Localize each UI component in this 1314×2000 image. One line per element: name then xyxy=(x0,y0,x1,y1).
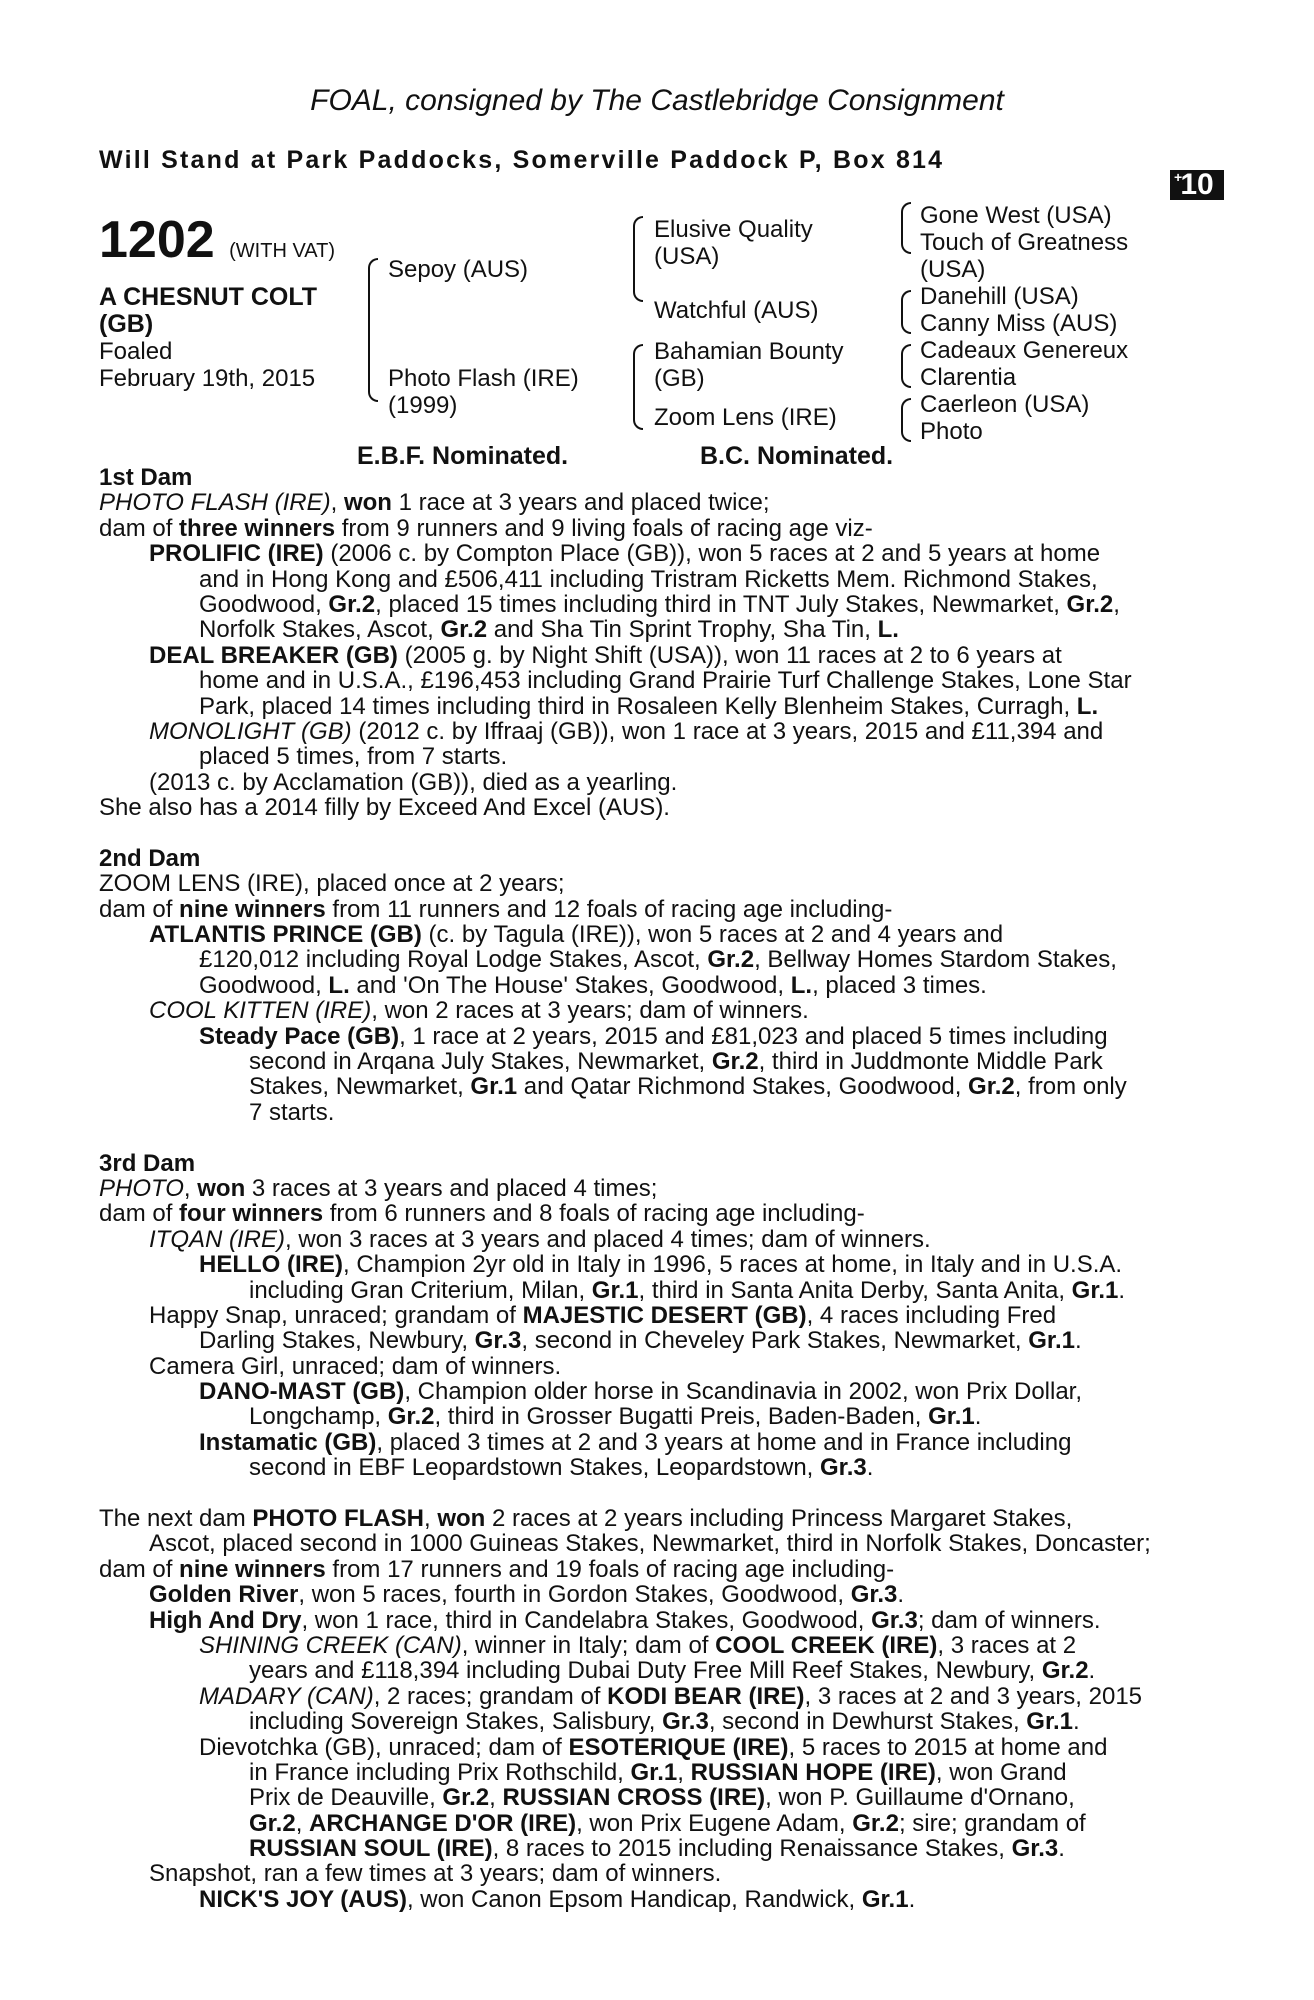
text-segment: L. xyxy=(328,971,350,999)
lot-number-block xyxy=(99,210,335,270)
text-segment: Golden River xyxy=(149,1581,299,1609)
text-segment: , won P. Guillaume d'Ornano, xyxy=(765,1784,1075,1812)
text-line xyxy=(99,1379,1205,1404)
text-segment: , won Canon Epsom Handicap, Randwick, xyxy=(406,1885,862,1913)
text-segment: NICK'S JOY (AUS) xyxy=(199,1885,407,1913)
text-segment: , 8 races to 2015 including Renaissance Stakes, xyxy=(492,1835,1012,1863)
text-segment: , xyxy=(183,1174,198,1202)
text-segment: . xyxy=(908,1885,916,1913)
text-segment: Gr.1 xyxy=(1028,1327,1075,1355)
text-segment: HELLO (IRE) xyxy=(199,1251,343,1279)
text-segment: and Sha Tin Sprint Trophy, Sha Tin, xyxy=(487,616,878,644)
text-line xyxy=(99,1404,1205,1429)
pedigree-sire-sire-country: (USA) xyxy=(654,243,720,270)
pedigree-dam-year: (1999) xyxy=(388,392,458,419)
text-line xyxy=(99,1455,1205,1480)
text-segment: , 5 races to 2015 at home and xyxy=(788,1733,1108,1761)
text-segment: Gr.2 xyxy=(440,616,488,644)
text-segment: . xyxy=(1058,1835,1065,1863)
text-segment: second in Arqana July Stakes, Newmarket, xyxy=(249,1047,712,1075)
text-segment: Gr.1 xyxy=(1026,1708,1073,1736)
text-segment: Gr.1 xyxy=(928,1403,975,1431)
text-segment: DEAL BREAKER (GB) xyxy=(149,641,398,669)
text-segment: Gr.1 xyxy=(861,1885,909,1913)
text-segment: (2013 c. by Acclamation (GB)), died as a yearling. xyxy=(149,768,678,796)
text-segment: , won Grand xyxy=(935,1758,1067,1786)
consignor-heading: FOAL, consigned by The Castlebridge Consignment xyxy=(310,84,1004,117)
text-segment: Gr.1 xyxy=(591,1276,639,1304)
text-segment: in France including Prix Rothschild, xyxy=(249,1758,631,1786)
text-segment: She also has a 2014 filly by Exceed And Excel (AUS). xyxy=(99,794,670,822)
text-segment: , xyxy=(423,1505,438,1533)
text-segment: Gr.3 xyxy=(820,1454,867,1482)
text-line xyxy=(99,1887,1205,1912)
text-segment: from 6 runners and 8 foals of racing age including- xyxy=(323,1200,865,1228)
text-segment: , third in Juddmonte Middle Park xyxy=(758,1047,1103,1075)
text-segment: Gr.3 xyxy=(1011,1835,1059,1863)
text-segment: Norfolk Stakes, Ascot, xyxy=(199,616,441,644)
text-segment: (2006 c. by Compton Place (GB)), won 5 races at 2 and 5 years at home xyxy=(323,540,1101,568)
text-segment: , 3 races at 2 xyxy=(937,1631,1077,1659)
text-segment: 3 races at 3 years and placed 4 times; xyxy=(245,1174,658,1202)
section-heading xyxy=(99,846,1205,871)
text-segment: Goodwood, xyxy=(199,590,329,618)
text-line xyxy=(99,897,1205,922)
text-segment: four winners xyxy=(179,1200,324,1228)
text-segment: COOL CREEK (IRE) xyxy=(715,1631,938,1659)
text-segment: and 'On The House' Stakes, Goodwood, xyxy=(349,971,791,999)
text-segment: three winners xyxy=(179,514,336,542)
text-line xyxy=(99,922,1205,947)
text-segment: MADARY (CAN) xyxy=(199,1682,374,1710)
text-line xyxy=(99,1785,1205,1810)
text-segment: and Qatar Richmond Stakes, Goodwood, xyxy=(517,1073,969,1101)
text-segment: dam of xyxy=(99,1555,180,1583)
text-segment: MONOLIGHT (GB) xyxy=(149,717,352,745)
text-line xyxy=(99,973,1205,998)
text-segment: Gr.2 xyxy=(852,1809,899,1837)
text-line xyxy=(99,516,1205,541)
text-segment: , second in Cheveley Park Stakes, Newmarket, xyxy=(521,1327,1029,1355)
text-segment: . xyxy=(897,1581,905,1609)
pedigree-gg-7: Caerleon (USA) xyxy=(920,391,1090,418)
spacer xyxy=(99,1481,1205,1506)
text-segment: ARCHANGE D'OR (IRE) xyxy=(309,1809,577,1837)
dam-brace xyxy=(633,344,643,430)
text-segment: Park, placed 14 times including third in Rosaleen Kelly Blenheim Stakes, Curragh, xyxy=(199,692,1077,720)
text-segment: . xyxy=(1074,1327,1082,1355)
text-segment: Snapshot, ran a few times at 3 years; dam of winners. xyxy=(149,1860,722,1888)
text-segment: , won 2 races at 3 years; dam of winners. xyxy=(371,997,809,1025)
text-line xyxy=(99,643,1205,668)
text-segment: dam of xyxy=(99,1200,180,1228)
lot-description-2: (GB) xyxy=(99,310,154,338)
text-segment: Gr.3 xyxy=(662,1708,709,1736)
text-segment: Gr.2 xyxy=(442,1784,490,1812)
text-segment: dam of xyxy=(99,514,180,542)
text-segment: Gr.2 xyxy=(249,1809,296,1837)
text-segment: , xyxy=(330,489,344,517)
text-segment: KODI BEAR (IRE) xyxy=(607,1682,805,1710)
gg-brace-3 xyxy=(901,344,911,388)
text-segment: Gr.2 xyxy=(387,1403,435,1431)
text-line xyxy=(99,770,1205,795)
text-line xyxy=(99,1811,1205,1836)
text-line xyxy=(99,1328,1205,1353)
text-line xyxy=(99,1582,1205,1607)
text-segment: (2005 g. by Night Shift (USA)), won 11 races at 2 to 6 years at xyxy=(397,641,1062,669)
text-segment: Prix de Deauville, xyxy=(249,1784,443,1812)
text-segment: second in EBF Leopardstown Stakes, Leopardstown, xyxy=(249,1454,821,1482)
text-segment: ITQAN (IRE) xyxy=(149,1225,285,1253)
text-segment: (2012 c. by Iffraaj (GB)), won 1 race at 3 years, 2015 and £11,394 and xyxy=(351,717,1104,745)
text-segment: , from only xyxy=(1014,1073,1127,1101)
text-segment: and in Hong Kong and £506,411 including Tristram Ricketts Mem. Richmond Stakes, xyxy=(199,565,1098,593)
text-segment: , 3 races at 2 and 3 years, 2015 xyxy=(804,1682,1143,1710)
text-segment: won xyxy=(197,1174,246,1202)
text-segment: , Champion 2yr old in Italy in 1996, 5 races at home, in Italy and in U.S.A. xyxy=(343,1251,1123,1279)
text-segment: , second in Dewhurst Stakes, xyxy=(708,1708,1027,1736)
text-segment: , won Prix Eugene Adam, xyxy=(576,1809,853,1837)
text-line xyxy=(99,1633,1205,1658)
text-line xyxy=(99,1557,1205,1582)
text-segment: Darling Stakes, Newbury, xyxy=(199,1327,475,1355)
text-line xyxy=(99,998,1205,1023)
pedigree-sire: Sepoy (AUS) xyxy=(388,256,529,283)
text-segment: , placed 3 times at 2 and 3 years at home and in France including xyxy=(376,1428,1072,1456)
pedigree-gg-5: Cadeaux Genereux xyxy=(920,337,1129,364)
text-segment: , placed 3 times. xyxy=(812,971,987,999)
text-segment: COOL KITTEN (IRE) xyxy=(149,997,372,1025)
text-line xyxy=(99,1024,1205,1049)
text-segment: RUSSIAN HOPE (IRE) xyxy=(690,1758,936,1786)
text-line xyxy=(99,1303,1205,1328)
text-segment: , third in Santa Anita Derby, Santa Anita, xyxy=(638,1276,1072,1304)
text-segment: Gr.2 xyxy=(328,590,376,618)
badge-number: 10 xyxy=(1180,168,1214,201)
text-line xyxy=(99,719,1205,744)
text-segment: L. xyxy=(790,971,813,999)
spacer xyxy=(99,1125,1205,1150)
text-segment: . xyxy=(1073,1708,1080,1736)
text-segment: Gr.3 xyxy=(474,1327,522,1355)
text-segment: 2nd Dam xyxy=(99,844,201,872)
text-line xyxy=(99,744,1205,769)
lot-description-1: A CHESNUT COLT xyxy=(99,283,318,311)
text-segment: (c. by Tagula (IRE)), won 5 races at 2 and 4 years and xyxy=(421,921,1004,949)
text-segment: Camera Girl, unraced; dam of winners. xyxy=(149,1352,562,1380)
text-segment: . xyxy=(1118,1276,1126,1304)
text-segment: won xyxy=(437,1505,486,1533)
text-line xyxy=(99,1735,1205,1760)
text-segment: 2 races at 2 years including Princess Margaret Stakes, xyxy=(485,1505,1073,1533)
text-segment: Dievotchka (GB), unraced; dam of xyxy=(199,1733,569,1761)
text-segment: won xyxy=(343,489,392,517)
pedigree-gg-1: Gone West (USA) xyxy=(920,202,1112,229)
text-segment: Gr.1 xyxy=(630,1758,678,1786)
pedigree-gg-6: Clarentia xyxy=(920,364,1017,391)
text-line xyxy=(99,1252,1205,1277)
text-line xyxy=(99,1100,1205,1125)
spacer xyxy=(99,820,1205,845)
text-segment: , Champion older horse in Scandinavia in 2002, won Prix Dollar, xyxy=(404,1378,1083,1406)
text-line xyxy=(99,947,1205,972)
text-line xyxy=(99,1608,1205,1633)
text-segment: Ascot, placed second in 1000 Guineas Stakes, Newmarket, third in Norfolk Stakes, Doncaster; xyxy=(149,1530,1151,1558)
text-line xyxy=(99,795,1205,820)
text-segment: The next dam xyxy=(99,1505,253,1533)
text-segment: . xyxy=(866,1454,874,1482)
pedigree-dam-dam: Zoom Lens (IRE) xyxy=(654,404,837,431)
text-segment: L. xyxy=(1076,692,1099,720)
lot-number: 1202 xyxy=(99,211,215,269)
text-line xyxy=(99,541,1205,566)
text-line xyxy=(99,1049,1205,1074)
sire-brace xyxy=(633,216,643,302)
text-line xyxy=(99,1430,1205,1455)
text-segment: , won 5 races, fourth in Gordon Stakes, Goodwood, xyxy=(298,1581,851,1609)
text-segment: from 9 runners and 9 living foals of racing age viz- xyxy=(335,514,873,542)
lot-badge xyxy=(1170,170,1224,200)
text-line xyxy=(99,1201,1205,1226)
text-line xyxy=(99,1354,1205,1379)
text-segment: , winner in Italy; dam of xyxy=(461,1631,716,1659)
text-segment: . xyxy=(974,1403,982,1431)
text-segment: , 4 races including Fred xyxy=(806,1301,1057,1329)
text-line xyxy=(99,1506,1205,1531)
text-line xyxy=(99,490,1205,515)
text-line xyxy=(99,1531,1205,1556)
text-segment: MAJESTIC DESERT (GB) xyxy=(522,1301,807,1329)
text-segment: , xyxy=(295,1809,310,1837)
text-segment: PHOTO FLASH xyxy=(252,1505,424,1533)
text-segment: , won 1 race, third in Candelabra Stakes, Goodwood, xyxy=(301,1606,872,1634)
pedigree-dam-sire-country: (GB) xyxy=(654,365,705,392)
text-segment: from 17 runners and 19 foals of racing age including- xyxy=(325,1555,895,1583)
text-segment: , xyxy=(489,1784,503,1812)
text-line xyxy=(99,694,1205,719)
text-line xyxy=(99,1760,1205,1785)
text-segment: Instamatic (GB) xyxy=(199,1428,377,1456)
text-line xyxy=(99,1074,1205,1099)
text-segment: PHOTO FLASH (IRE) xyxy=(99,489,331,517)
text-segment: , xyxy=(677,1758,691,1786)
text-segment: ZOOM LENS (IRE), placed once at 2 years; xyxy=(99,870,565,898)
text-segment: from 11 runners and 12 foals of racing age including- xyxy=(325,895,893,923)
pedigree-dam-sire: Bahamian Bounty xyxy=(654,338,844,365)
pedigree-sire-sire: Elusive Quality xyxy=(654,216,813,243)
text-line xyxy=(99,668,1205,693)
text-segment: SHINING CREEK (CAN) xyxy=(199,1631,462,1659)
text-line xyxy=(99,1861,1205,1886)
text-segment: Gr.3 xyxy=(871,1606,918,1634)
text-segment: including Gran Criterium, Milan, xyxy=(249,1276,592,1304)
pedigree-gg-3: Danehill (USA) xyxy=(920,283,1079,310)
ebf-nomination: E.B.F. Nominated. xyxy=(357,442,569,470)
text-segment: , third in Grosser Bugatti Preis, Baden-Baden, xyxy=(434,1403,929,1431)
vat-note: (WITH VAT) xyxy=(229,240,336,262)
text-segment: , 2 races; grandam of xyxy=(373,1682,608,1710)
text-segment: ; dam of winners. xyxy=(917,1606,1101,1634)
catalogue-body xyxy=(99,465,1205,1912)
text-line xyxy=(99,1176,1205,1201)
text-segment: Stakes, Newmarket, xyxy=(249,1073,471,1101)
text-segment: nine winners xyxy=(179,895,326,923)
text-line xyxy=(99,617,1205,642)
text-line xyxy=(99,1278,1205,1303)
text-segment: RUSSIAN CROSS (IRE) xyxy=(502,1784,766,1812)
pedigree-dam: Photo Flash (IRE) xyxy=(388,365,579,392)
bc-nomination: B.C. Nominated. xyxy=(700,442,894,470)
foaled-label: Foaled xyxy=(99,338,173,365)
text-segment: , 1 race at 2 years, 2015 and £81,023 and placed 5 times including xyxy=(399,1022,1108,1050)
text-segment: Gr.2 xyxy=(707,946,755,974)
text-segment: High And Dry xyxy=(149,1606,302,1634)
text-segment: dam of xyxy=(99,895,180,923)
text-segment: nine winners xyxy=(179,1555,326,1583)
text-line xyxy=(99,871,1205,896)
text-line xyxy=(99,1684,1205,1709)
pedigree-sire-dam: Watchful (AUS) xyxy=(654,297,819,324)
pedigree-brace xyxy=(368,258,378,402)
text-segment: 7 starts. xyxy=(249,1098,335,1126)
text-segment: Gr.2 xyxy=(711,1047,759,1075)
gg-brace-4 xyxy=(901,398,911,442)
text-line xyxy=(99,567,1205,592)
section-heading xyxy=(99,465,1205,490)
text-segment: Gr.2 xyxy=(1041,1657,1089,1685)
pedigree-gg-2-country: (USA) xyxy=(920,256,986,283)
text-segment: Goodwood, xyxy=(199,971,329,999)
pedigree-gg-4: Canny Miss (AUS) xyxy=(920,310,1118,337)
text-segment: placed 5 times, from 7 starts. xyxy=(199,743,508,771)
text-line xyxy=(99,1658,1205,1683)
text-segment: Gr.3 xyxy=(850,1581,898,1609)
text-line xyxy=(99,592,1205,617)
stand-location: Will Stand at Park Paddocks, Somerville Paddock P, Box 814 xyxy=(99,146,945,174)
text-segment: PROLIFIC (IRE) xyxy=(149,540,324,568)
section-heading xyxy=(99,1151,1205,1176)
text-segment: , won 3 races at 3 years and placed 4 times; dam of winners. xyxy=(285,1225,931,1253)
text-segment: , xyxy=(1113,590,1120,618)
pedigree-gg-8: Photo xyxy=(920,418,983,445)
gg-brace-1 xyxy=(901,202,911,254)
text-segment: Gr.2 xyxy=(1066,590,1114,618)
gg-brace-2 xyxy=(901,290,911,334)
foaled-date: February 19th, 2015 xyxy=(99,365,316,392)
text-segment: Happy Snap, unraced; grandam of xyxy=(149,1301,523,1329)
pedigree-gg-2: Touch of Greatness xyxy=(920,229,1129,256)
text-segment: ATLANTIS PRINCE (GB) xyxy=(149,921,422,949)
text-segment: home and in U.S.A., £196,453 including Grand Prairie Turf Challenge Stakes, Lone Star xyxy=(199,667,1132,695)
text-segment: £120,012 including Royal Lodge Stakes, Ascot, xyxy=(199,946,708,974)
text-segment: Gr.2 xyxy=(968,1073,1015,1101)
text-segment: years and £118,394 including Dubai Duty Free Mill Reef Stakes, Newbury, xyxy=(249,1657,1042,1685)
text-segment: Longchamp, xyxy=(249,1403,388,1431)
text-segment: , Bellway Homes Stardom Stakes, xyxy=(754,946,1117,974)
text-segment: Steady Pace (GB) xyxy=(199,1022,400,1050)
text-segment: Gr.1 xyxy=(1071,1276,1119,1304)
text-segment: ESOTERIQUE (IRE) xyxy=(568,1733,789,1761)
text-segment: 3rd Dam xyxy=(99,1149,196,1177)
text-segment: RUSSIAN SOUL (IRE) xyxy=(249,1835,493,1863)
badge-plus: + xyxy=(1174,169,1183,185)
text-line xyxy=(99,1227,1205,1252)
text-segment: including Sovereign Stakes, Salisbury, xyxy=(249,1708,663,1736)
text-line xyxy=(99,1836,1205,1861)
text-segment: DANO-MAST (GB) xyxy=(199,1378,405,1406)
text-segment: ; sire; grandam of xyxy=(898,1809,1086,1837)
text-segment: PHOTO xyxy=(99,1174,184,1202)
text-segment: 1 race at 3 years and placed twice; xyxy=(391,489,770,517)
text-segment: . xyxy=(1088,1657,1096,1685)
text-segment: , placed 15 times including third in TNT July Stakes, Newmarket, xyxy=(375,590,1067,618)
text-segment: L. xyxy=(877,616,899,644)
text-segment: Gr.1 xyxy=(470,1073,518,1101)
text-segment: 1st Dam xyxy=(99,464,193,491)
text-line xyxy=(99,1709,1205,1734)
